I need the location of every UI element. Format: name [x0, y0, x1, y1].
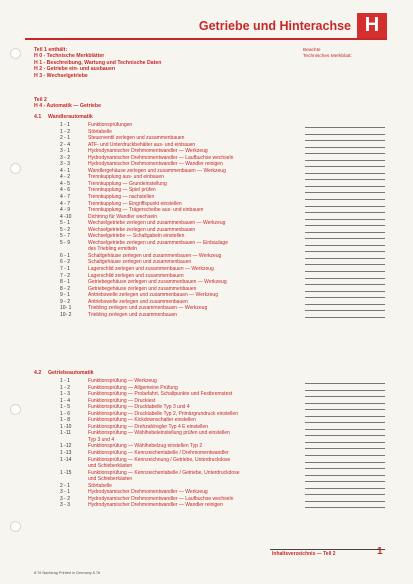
item-text: Funktionsprüfung — Kennzeichnung / Getriebe, Unterdruckdose: [88, 456, 231, 463]
teil1-item: H 3 - Wechselgetriebe: [34, 72, 88, 79]
item-text: Funktionsprüfung — Druckiest: [88, 397, 156, 404]
item-code: 1 - 2: [60, 384, 71, 391]
item-code: 2 - 4: [60, 141, 71, 148]
item-text: Funktionsprüfung — Werkzeug: [88, 378, 157, 384]
item-code: 7 - 2: [60, 272, 71, 279]
item-code: 4 - 6: [60, 187, 71, 194]
item-text: Trennkupplung — Eingriffspunkt einstellen: [88, 200, 182, 207]
item-code: 3 - 3: [60, 161, 71, 168]
item-code: 4 - 7: [60, 200, 71, 207]
teil1-heading: Teil 1 enthält:: [34, 47, 68, 53]
item-code: 5 - 2: [60, 226, 71, 233]
item-text: Trennkupplung aus- und einbauen: [88, 174, 164, 181]
item-text: Antriebswelle zerlegen und zusammenbauen: [88, 298, 188, 305]
item-code: 1 - 6: [60, 410, 71, 417]
section-number: 4.1: [34, 114, 42, 120]
item-text: Störtabelle: [88, 482, 112, 489]
item-text: Triebling zerlegen und zusammenbauen: [88, 311, 178, 318]
page-number: 1: [377, 546, 383, 557]
item-code: 10- 1: [60, 305, 72, 312]
item-text: Antriebswelle zerlegen und zusammenbauen — Werkzeug: [88, 292, 218, 299]
item-code: 2 - 1: [60, 135, 71, 142]
item-code: 9 - 2: [60, 298, 71, 305]
item-text: Funktionsprüfung — Kickdownschalter einstellen: [88, 417, 196, 424]
item-code: 1 - 1: [60, 122, 71, 128]
item-text: Schaltgehäuse zerlegen und zusammenbauen: [88, 259, 192, 266]
item-code: 3 - 3: [60, 502, 71, 509]
teil2-heading-block: [34, 97, 101, 110]
item-text: Hydrodynamischer Drehmomentwandler — Wandler reinigen: [88, 502, 223, 509]
beachte-note: [303, 48, 352, 60]
item-code: 5 - 9: [60, 239, 71, 246]
item-code: 3 - 1: [60, 148, 71, 155]
item-code: 3 - 2: [60, 495, 71, 502]
item-text: Funktionsprüfung — Kennzeichentabelle / Drehmomentwandler: [88, 450, 229, 457]
item-text: Funktionsprüfung — Kennzeichentabelle / Getriebe, Unterdruckdose: [88, 469, 240, 476]
punch-hole-top: [10, 48, 21, 59]
item-text: ATF- und Unterdruckbehälter aus- und einbauen: [88, 141, 196, 148]
item-code: 7 - 1: [60, 266, 71, 273]
item-text: Wechselgetriebe zerlegen und zusammenbauen: [88, 226, 196, 233]
list-item: [60, 312, 390, 319]
item-text: Getriebegehäuse zerlegen und zusammenbauen — Werkzeug: [88, 279, 227, 286]
item-code: 1 - 1: [60, 378, 71, 384]
item-code: 4 - 5: [60, 180, 71, 187]
item-text: Wechselgetriebe — Schaltgabeln einstellen: [88, 233, 185, 240]
item-code: 3 - 1: [60, 489, 71, 496]
punch-hole-bottom: [10, 521, 21, 532]
item-text: Funktionsprüfung — Allgemeine Prüfung: [88, 384, 178, 391]
item-code: 4 - 2: [60, 174, 71, 181]
punch-hole-upper: [10, 163, 21, 174]
item-text: Störtabelle: [88, 128, 112, 135]
item-text: Wechselgetriebe zerlegen und zusammenbauen — Werkzeug: [88, 220, 226, 227]
item-text: Dichtring für Wandler wechseln: [88, 213, 158, 220]
item-code: 9 - 1: [60, 292, 71, 299]
item-text: Triebling zerlegen und zusammenbauen — Werkzeug: [88, 305, 208, 312]
item-text: Schaltgehäuse zerlegen und zusammenbauen — Werkzeug: [88, 252, 222, 259]
item-code: 4 - 7: [60, 194, 71, 201]
item-text: Funktionsprüfung — Drucktabelle Typ 3 und 4: [88, 404, 190, 411]
item-text: Funktionsprüfung — Drehzahlregler Typ 4 E einstellen: [88, 423, 208, 430]
item-code: 1 -15: [60, 469, 72, 476]
item-text: des Triebling ermitteln: [88, 246, 137, 253]
item-code: 6 - 1: [60, 252, 71, 259]
section-name: Wandlerautomatik: [48, 114, 93, 120]
item-text: Getriebegehäuse zerlegen und zusammenbauen: [88, 285, 197, 292]
item-code: 4 - 1: [60, 167, 71, 174]
teil2-subheading: H 4 - Automatik — Getriebe: [34, 103, 101, 110]
page-title: Getriebe und Hinterachse: [198, 19, 351, 33]
item-code: 6 - 2: [60, 259, 71, 266]
item-code: 1 - 5: [60, 404, 71, 411]
teil1-contents: [34, 47, 284, 79]
item-text: Hydrodynamischer Drehmomentwandler — Werkzeug: [88, 148, 208, 155]
section-4-2-title: [34, 370, 94, 376]
item-text: Lagerschild zerlegen und zusammenbauen — Werkzeug: [88, 266, 214, 273]
item-text: Trennkupplung — Spiel prüfen: [88, 187, 156, 194]
section-4-2-list: [60, 378, 390, 509]
item-code: 8 - 2: [60, 285, 71, 292]
section-letter-badge: H: [357, 13, 387, 38]
item-code: 4 - 9: [60, 207, 71, 214]
item-code: 1 -12: [60, 443, 72, 450]
teil2-heading: Teil 2: [34, 97, 47, 103]
item-text: Steuerventil zerlegen und zusammenbauen: [88, 135, 185, 142]
item-code: 3 - 2: [60, 154, 71, 161]
beachte-label: Beachte: [303, 48, 321, 53]
item-text: Funktionsprüfung — Wählhebeleinstellung prüfen und einstellen: [88, 430, 230, 437]
item-text: Funktionsprüfung — Wählhebelzug einstellen Typ 2: [88, 443, 203, 450]
fill-in-rule: [305, 507, 385, 508]
imprint-line: 8.76 Nachtrag Printed in Germany 8.76: [34, 571, 101, 575]
item-code: 10- 2: [60, 311, 72, 318]
item-code: 1 - 4: [60, 397, 71, 404]
item-text: Hydrodynamischer Drehmomentwandler — Laufbuchse wechseln: [88, 154, 234, 161]
teil1-item: H 0 - Technische Merkblätter: [34, 53, 105, 60]
section-4-1-title: [34, 114, 93, 120]
fill-in-rule: [305, 317, 385, 318]
item-text: Hydrodynamischer Drehmomentwandler — Laufbuchse wechseln: [88, 495, 234, 502]
item-text: Trennkupplung — nachstellen: [88, 194, 155, 201]
item-code: 5 - 1: [60, 220, 71, 227]
punch-hole-lower: [10, 404, 21, 415]
item-code: 1 -10: [60, 423, 72, 430]
item-code: 1 - 3: [60, 391, 71, 398]
list-item: [60, 502, 390, 509]
item-text: Hydrodynamischer Drehmomentwandler — Werkzeug: [88, 489, 208, 496]
item-code: 8 - 1: [60, 279, 71, 286]
item-code: 5 - 7: [60, 233, 71, 240]
item-code: 1 - 8: [60, 417, 71, 424]
section-name: Getriebeautomatik: [48, 370, 94, 376]
page-header: [25, 16, 387, 40]
item-text: Lagerschild zerlegen und zusammenbauen: [88, 272, 184, 279]
teil1-item: H 2 - Getriebe ein- und ausbauen: [34, 66, 115, 73]
teil1-item: H 1 - Beschreibung, Wartung und Technische Daten: [34, 59, 162, 66]
item-text: Trennkupplung — Trägerscheibe aus- und einbauen: [88, 207, 204, 214]
item-text: Typ 3 und 4: [88, 436, 115, 443]
item-text: Hydrodynamischer Drehmomentwandler — Wandler reinigen: [88, 161, 223, 168]
item-code: 1 -11: [60, 430, 72, 437]
item-text: Wandlergehäuse zerlegen und zusammenbauen — Werkzeug: [88, 167, 226, 174]
section-4-1-list: [60, 122, 390, 318]
footer-label: Inhaltsverzeichnis — Teil 2: [272, 551, 336, 557]
item-code: 1 - 2: [60, 128, 71, 135]
item-text: Trennkupplung — Grundeinstellung: [88, 180, 167, 187]
item-text: und Schieberkästen: [88, 476, 133, 483]
item-code: 1 -14: [60, 456, 72, 463]
item-text: Funktionsprüfung — Drucktabelle Typ 2, Primärgrundruck einstellen: [88, 410, 238, 417]
item-text: und Schieberkästen: [88, 463, 133, 470]
beachte-text: Technisches Merkblatt:: [303, 54, 352, 59]
item-text: Wechselgetriebe zerlegen und zusammenbauen — Einbaulage: [88, 239, 228, 246]
footer-divider: [270, 549, 385, 550]
item-text: Funktionsprüfungen: [88, 122, 133, 128]
item-code: 2 - 1: [60, 482, 71, 489]
item-text: Funktionsprüfung — Probefahrt, Schaltpunkte und Festbremstest: [88, 391, 233, 398]
item-code: 4 -10: [60, 213, 72, 220]
item-code: 1 -13: [60, 450, 72, 457]
section-number: 4.2: [34, 370, 42, 376]
